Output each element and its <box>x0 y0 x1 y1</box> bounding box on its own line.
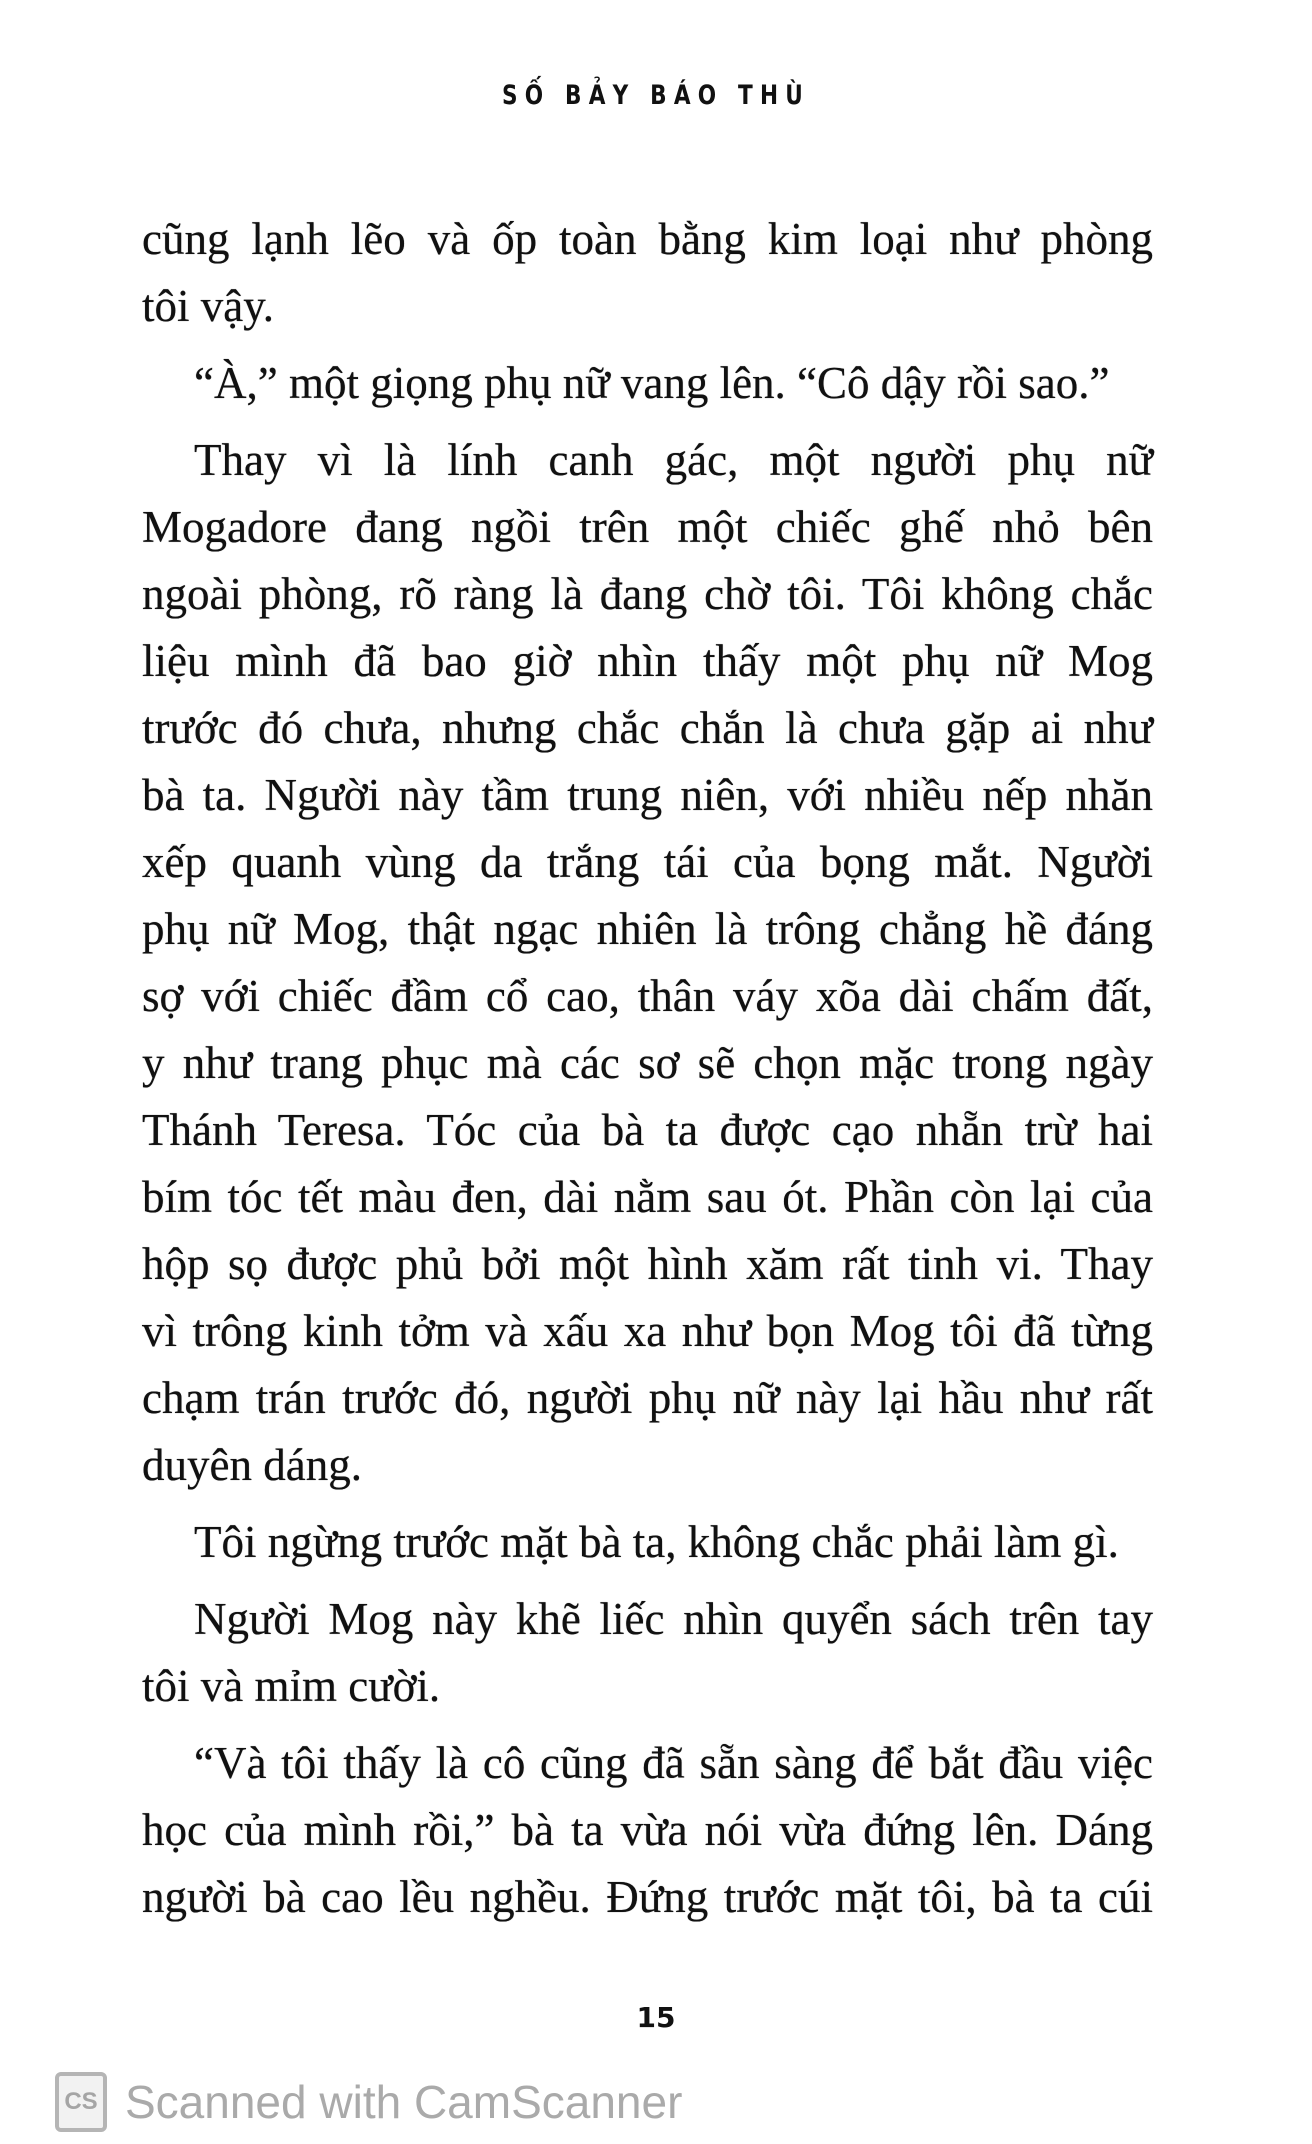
text-line: ngoài phòng, rõ ràng là đang chờ tôi. Tôi không chắc <box>142 569 1153 619</box>
paragraph <box>142 206 1153 340</box>
text-line: học của mình rồi,” bà ta vừa nói vừa đứng lên. Dáng <box>142 1805 1153 1855</box>
camscanner-watermark <box>55 2072 682 2132</box>
running-header: SỐ BẢY BÁO THÙ <box>502 80 810 111</box>
text-line: bím tóc tết màu đen, dài nằm sau ót. Phần còn lại của <box>142 1172 1153 1222</box>
paragraph <box>142 350 1153 417</box>
text-line: y như trang phục mà các sơ sẽ chọn mặc trong ngày <box>142 1038 1153 1088</box>
paragraph <box>142 1730 1153 1931</box>
text-line: Thánh Teresa. Tóc của bà ta được cạo nhẵn trừ hai <box>142 1105 1153 1155</box>
paragraph <box>142 1509 1153 1576</box>
text-line: “Và tôi thấy là cô cũng đã sẵn sàng để bắt đầu việc <box>194 1738 1153 1788</box>
text-line: bà ta. Người này tầm trung niên, với nhiều nếp nhăn <box>142 770 1153 820</box>
text-line: Mogadore đang ngồi trên một chiếc ghế nhỏ bên <box>142 502 1153 552</box>
page-number: 15 <box>636 2001 676 2034</box>
camscanner-logo-icon: CS <box>55 2072 107 2132</box>
page-body <box>142 206 1153 1931</box>
paragraph <box>142 427 1153 1499</box>
watermark-text: Scanned with CamScanner <box>125 2076 683 2128</box>
text-line: hộp sọ được phủ bởi một hình xăm rất tinh vi. Thay <box>142 1239 1153 1289</box>
text-line: chạm trán trước đó, người phụ nữ này lại hầu như rất <box>142 1373 1153 1423</box>
text-line: duyên dáng. <box>142 1440 362 1490</box>
text-line: tôi và mỉm cười. <box>142 1661 441 1711</box>
text-line: vì trông kinh tởm và xấu xa như bọn Mog tôi đã từng <box>142 1306 1153 1356</box>
paragraph <box>142 1586 1153 1720</box>
text-line: tôi vậy. <box>142 281 275 331</box>
text-line: “À,” một giọng phụ nữ vang lên. “Cô dậy rồi sao.” <box>194 358 1110 408</box>
text-line: xếp quanh vùng da trắng tái của bọng mắt. Người <box>142 837 1153 887</box>
text-line: trước đó chưa, nhưng chắc chắn là chưa gặp ai như <box>142 703 1153 753</box>
text-line: phụ nữ Mog, thật ngạc nhiên là trông chẳng hề đáng <box>142 904 1153 954</box>
text-line: sợ với chiếc đầm cổ cao, thân váy xõa dài chấm đất, <box>142 971 1153 1021</box>
text-line: Tôi ngừng trước mặt bà ta, không chắc phải làm gì. <box>194 1517 1119 1567</box>
text-line: Thay vì là lính canh gác, một người phụ nữ <box>194 435 1153 485</box>
text-line: người bà cao lều nghều. Đứng trước mặt tôi, bà ta cúi <box>142 1872 1153 1922</box>
text-line: cũng lạnh lẽo và ốp toàn bằng kim loại như phòng <box>142 214 1153 264</box>
text-line: liệu mình đã bao giờ nhìn thấy một phụ nữ Mog <box>142 636 1153 686</box>
text-line: Người Mog này khẽ liếc nhìn quyển sách trên tay <box>194 1594 1153 1644</box>
